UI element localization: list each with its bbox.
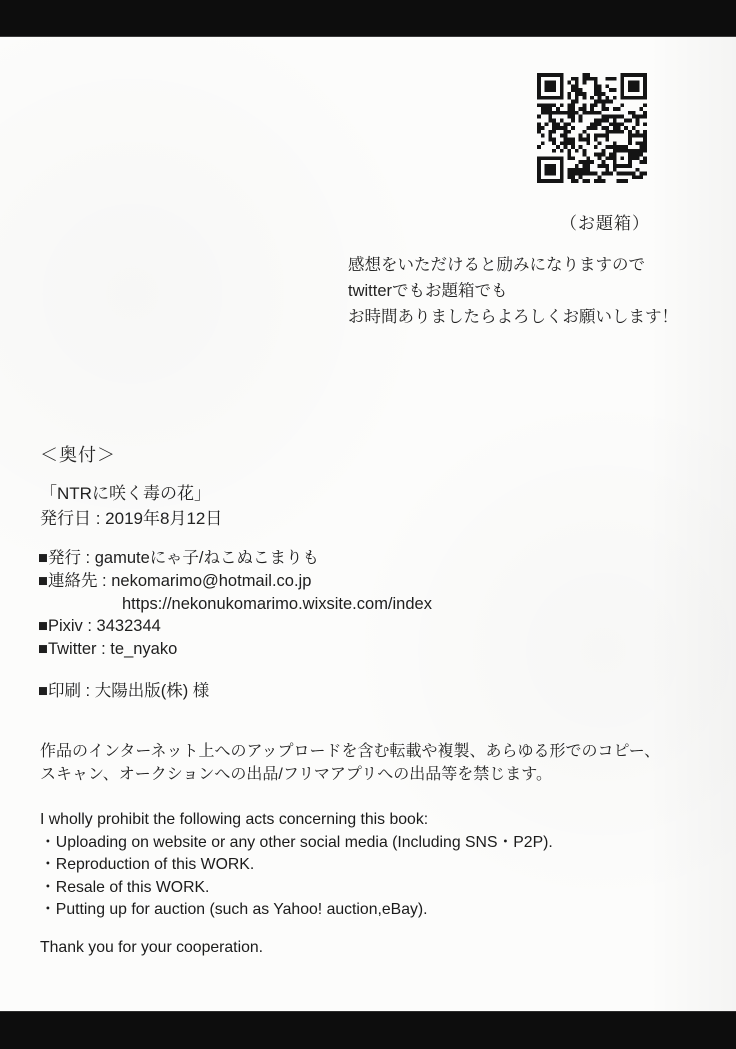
- twitter-line: ■Twitter : te_nyako: [38, 640, 178, 659]
- qr-code: [537, 72, 647, 184]
- notice-en-line: ・Putting up for auction (such as Yahoo! auction,eBay).: [40, 901, 428, 918]
- prohibition-notice-en: [40, 809, 680, 922]
- notice-en-line: ・Uploading on website or any other social media (Including SNS・P2P).: [40, 833, 553, 851]
- publish-date: 発行日 : 2019年8月12日: [40, 509, 223, 528]
- printer-line: ■印刷 : 大陽出版(株) 様: [38, 682, 210, 700]
- pixiv-line: ■Pixiv : 3432344: [38, 617, 161, 636]
- feedback-line: twitterでもお題箱でも: [348, 282, 508, 300]
- notice-en-line: ・Resale of this WORK.: [40, 878, 210, 896]
- feedback-line: 感想をいただけると励みになりますので: [348, 256, 645, 274]
- title-block: [40, 481, 222, 531]
- reproduction-notice-jp: [40, 740, 710, 786]
- notice-en-line: ・Reproduction of this WORK.: [40, 856, 255, 873]
- scan-top-edge: [0, 0, 736, 37]
- notice-jp-line: 作品のインターネット上へのアップロードを含む転載や複製、あらゆる形でのコピー、: [40, 743, 661, 760]
- scan-bottom-edge: [0, 1011, 736, 1049]
- contact-line: ■連絡先 : nekomarimo@hotmail.co.jp: [38, 571, 312, 590]
- notice-en-line: I wholly prohibit the following acts concerning this book:: [40, 811, 429, 828]
- book-title: 「NTRに咲く毒の花」: [40, 484, 211, 503]
- publisher-line: ■発行 : gamuteにゃ子/ねこぬこまりも: [38, 549, 320, 567]
- colophon-heading: ＜奥付＞: [40, 445, 116, 465]
- feedback-line: お時間ありましたらよろしくお願いします！: [348, 308, 678, 326]
- feedback-note: [348, 252, 708, 330]
- publisher-block: [38, 547, 432, 661]
- notice-jp-line: スキャン、オークションへの出品/フリマアプリへの出品等を禁じます。: [40, 766, 552, 783]
- website-line: https://nekonukomarimo.wixsite.com/index: [122, 594, 432, 613]
- thanks-line: Thank you for your cooperation.: [40, 939, 264, 956]
- qr-caption: （お題箱）: [560, 214, 650, 233]
